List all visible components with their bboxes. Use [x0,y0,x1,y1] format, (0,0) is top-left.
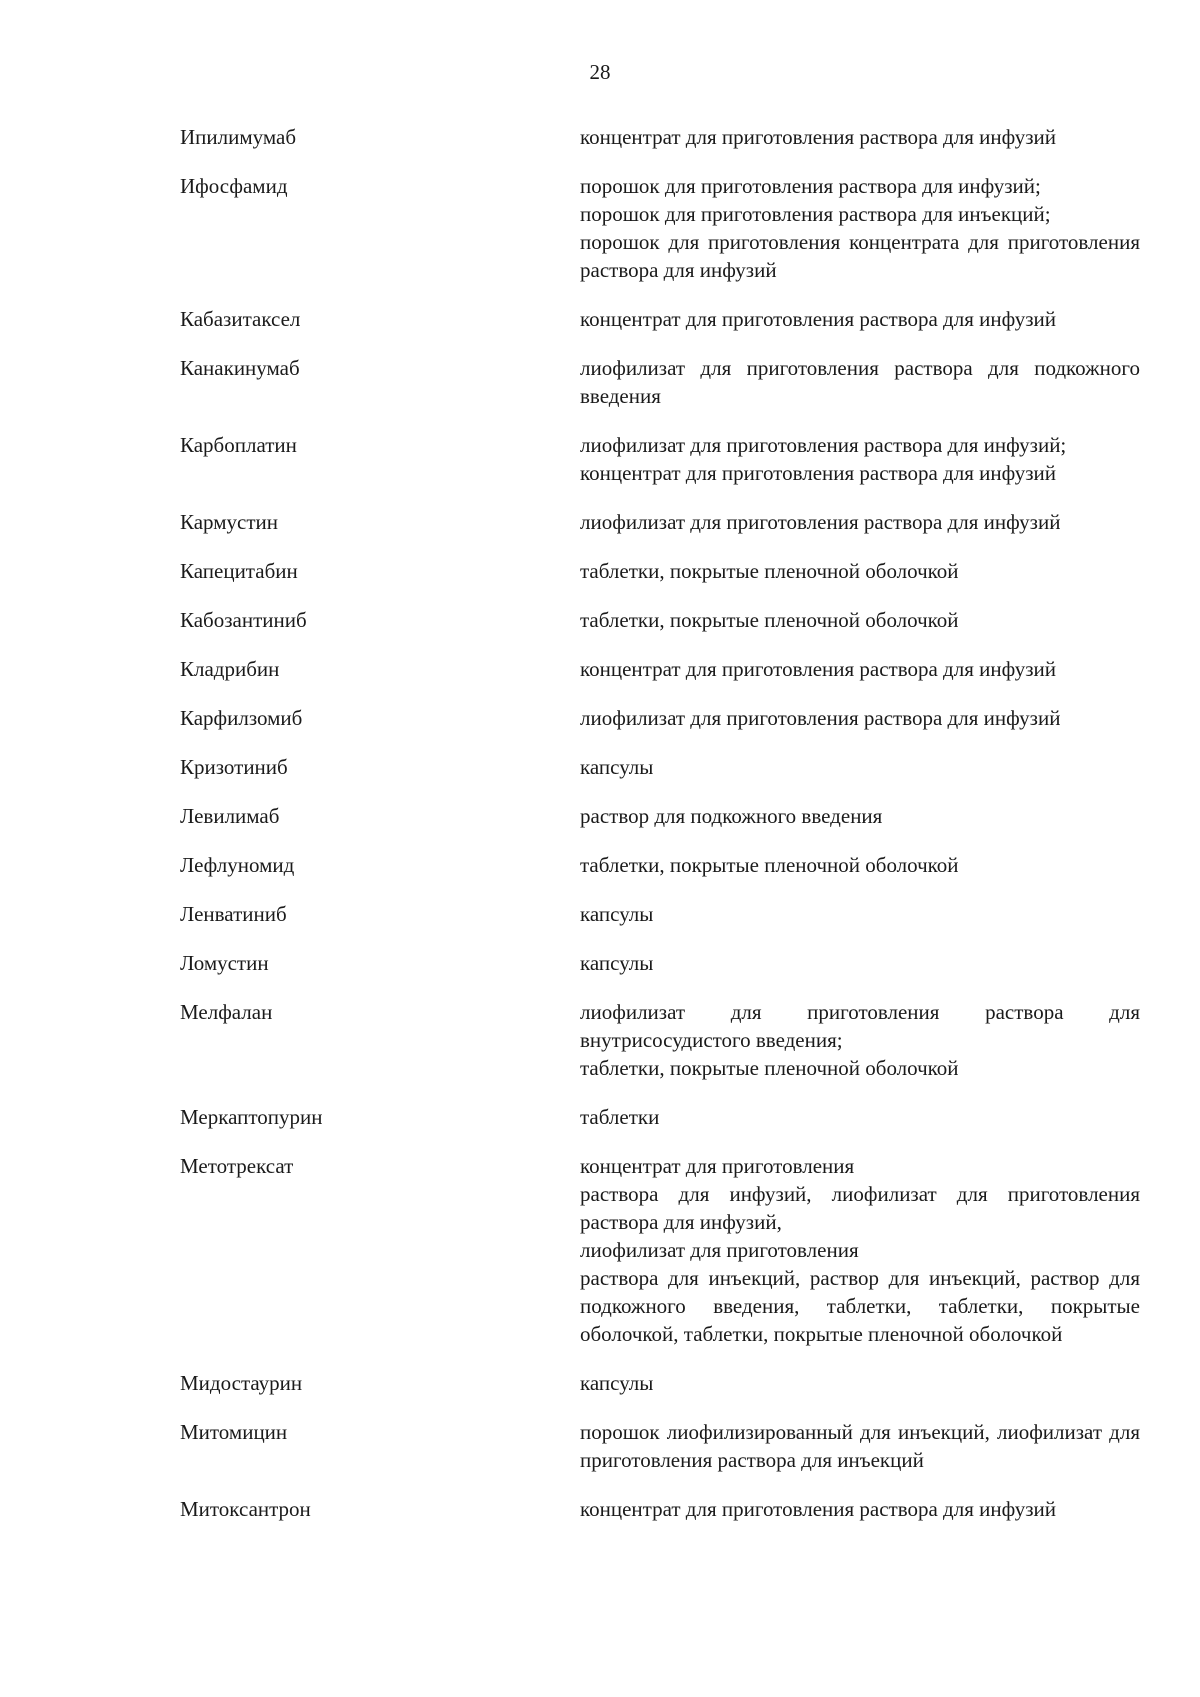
dosage-form-text: раствора для инъекций, раствор для инъекций, раствор для подкожного введения, таблетки, таблетки, покрытые оболочкой, таблетки, покрытые пленочной оболочкой [580,1266,1140,1346]
dosage-forms [580,900,1140,928]
dosage-form-text: порошок для приготовления раствора для инъекций; [580,202,1051,226]
drug-row [0,172,1200,284]
drug-name: Ломустин [180,951,269,975]
dosage-forms [580,606,1140,634]
dosage-forms [580,802,1140,830]
dosage-form-text: раствор для подкожного введения [580,804,883,828]
dosage-form-text: капсулы [580,902,654,926]
dosage-forms [580,557,1140,585]
dosage-forms [580,305,1140,333]
drug-name: Мелфалан [180,1000,273,1024]
drug-row [0,123,1200,151]
drug-row [0,557,1200,585]
dosage-forms [580,949,1140,977]
dosage-form-text: капсулы [580,1371,654,1395]
dosage-form-text: лиофилизат для приготовления раствора для инфузий [580,706,1061,730]
drug-name: Кабозантиниб [180,608,307,632]
dosage-forms [580,1103,1140,1131]
drug-name: Меркаптопурин [180,1105,323,1129]
drug-row [0,1418,1200,1474]
drug-row [0,753,1200,781]
drug-row [0,305,1200,333]
drug-row [0,1495,1200,1523]
drug-name: Митоксантрон [180,1497,311,1521]
dosage-form-text: концентрат для приготовления [580,1154,855,1178]
dosage-form-text: лиофилизат для приготовления раствора для внутрисосудистого введения; [580,1000,1140,1052]
drug-name: Ипилимумаб [180,125,297,149]
drug-row [0,949,1200,977]
drug-name: Карбоплатин [180,433,297,457]
dosage-forms [580,1495,1140,1523]
dosage-form-text: концентрат для приготовления раствора для инфузий [580,657,1056,681]
dosage-forms [580,172,1140,284]
drug-name: Кармустин [180,510,278,534]
page-number: 28 [589,60,611,84]
dosage-form-text: порошок для приготовления концентрата для приготовления раствора для инфузий [580,230,1140,282]
drug-name: Кладрибин [180,657,280,681]
drug-row [0,354,1200,410]
dosage-form-text: раствора для инфузий, лиофилизат для приготовления раствора для инфузий, [580,1182,1140,1234]
dosage-form-text: лиофилизат для приготовления раствора для подкожного введения [580,356,1140,408]
drug-row [0,606,1200,634]
drug-name: Метотрексат [180,1154,294,1178]
dosage-form-text: концентрат для приготовления раствора для инфузий [580,461,1056,485]
dosage-form-text: таблетки, покрытые пленочной оболочкой [580,559,959,583]
dosage-form-text: капсулы [580,951,654,975]
drug-name: Левилимаб [180,804,280,828]
dosage-form-text: концентрат для приготовления раствора для инфузий [580,1497,1056,1521]
drug-name: Кабазитаксел [180,307,301,331]
drug-row [0,900,1200,928]
dosage-forms [580,508,1140,536]
dosage-form-text: капсулы [580,755,654,779]
dosage-forms [580,1369,1140,1397]
drug-name: Лефлуномид [180,853,295,877]
dosage-form-text: концентрат для приготовления раствора для инфузий [580,125,1056,149]
drug-name: Ифосфамид [180,174,288,198]
drug-row [0,655,1200,683]
dosage-form-text: таблетки, покрытые пленочной оболочкой [580,608,959,632]
dosage-forms [580,123,1140,151]
drug-name: Канакинумаб [180,356,300,380]
dosage-form-text: лиофилизат для приготовления раствора для инфузий; [580,433,1067,457]
drug-row [0,802,1200,830]
drug-name: Мидостаурин [180,1371,303,1395]
dosage-form-text: порошок лиофилизированный для инъекций, лиофилизат для приготовления раствора для инъекций [580,1420,1140,1472]
drug-row [0,851,1200,879]
drug-row [0,508,1200,536]
dosage-form-text: лиофилизат для приготовления [580,1238,859,1262]
drug-row [0,1369,1200,1397]
dosage-form-text: концентрат для приготовления раствора для инфузий [580,307,1056,331]
drug-name: Карфилзомиб [180,706,303,730]
drug-row [0,1152,1200,1348]
dosage-forms [580,704,1140,732]
dosage-form-text: лиофилизат для приготовления раствора для инфузий [580,510,1061,534]
dosage-forms [580,1418,1140,1474]
drug-name: Ленватиниб [180,902,287,926]
dosage-forms [580,354,1140,410]
dosage-form-text: таблетки, покрытые пленочной оболочкой [580,1056,959,1080]
dosage-forms [580,851,1140,879]
dosage-forms [580,1152,1140,1348]
drug-name: Капецитабин [180,559,298,583]
drug-name: Митомицин [180,1420,288,1444]
dosage-form-text: таблетки [580,1105,660,1129]
dosage-form-text: порошок для приготовления раствора для инфузий; [580,174,1041,198]
dosage-forms [580,431,1140,487]
dosage-forms [580,753,1140,781]
drug-row [0,998,1200,1082]
drug-list [0,123,1200,1544]
dosage-form-text: таблетки, покрытые пленочной оболочкой [580,853,959,877]
drug-row [0,431,1200,487]
dosage-forms [580,998,1140,1082]
drug-name: Кризотиниб [180,755,288,779]
drug-row [0,704,1200,732]
drug-row [0,1103,1200,1131]
dosage-forms [580,655,1140,683]
